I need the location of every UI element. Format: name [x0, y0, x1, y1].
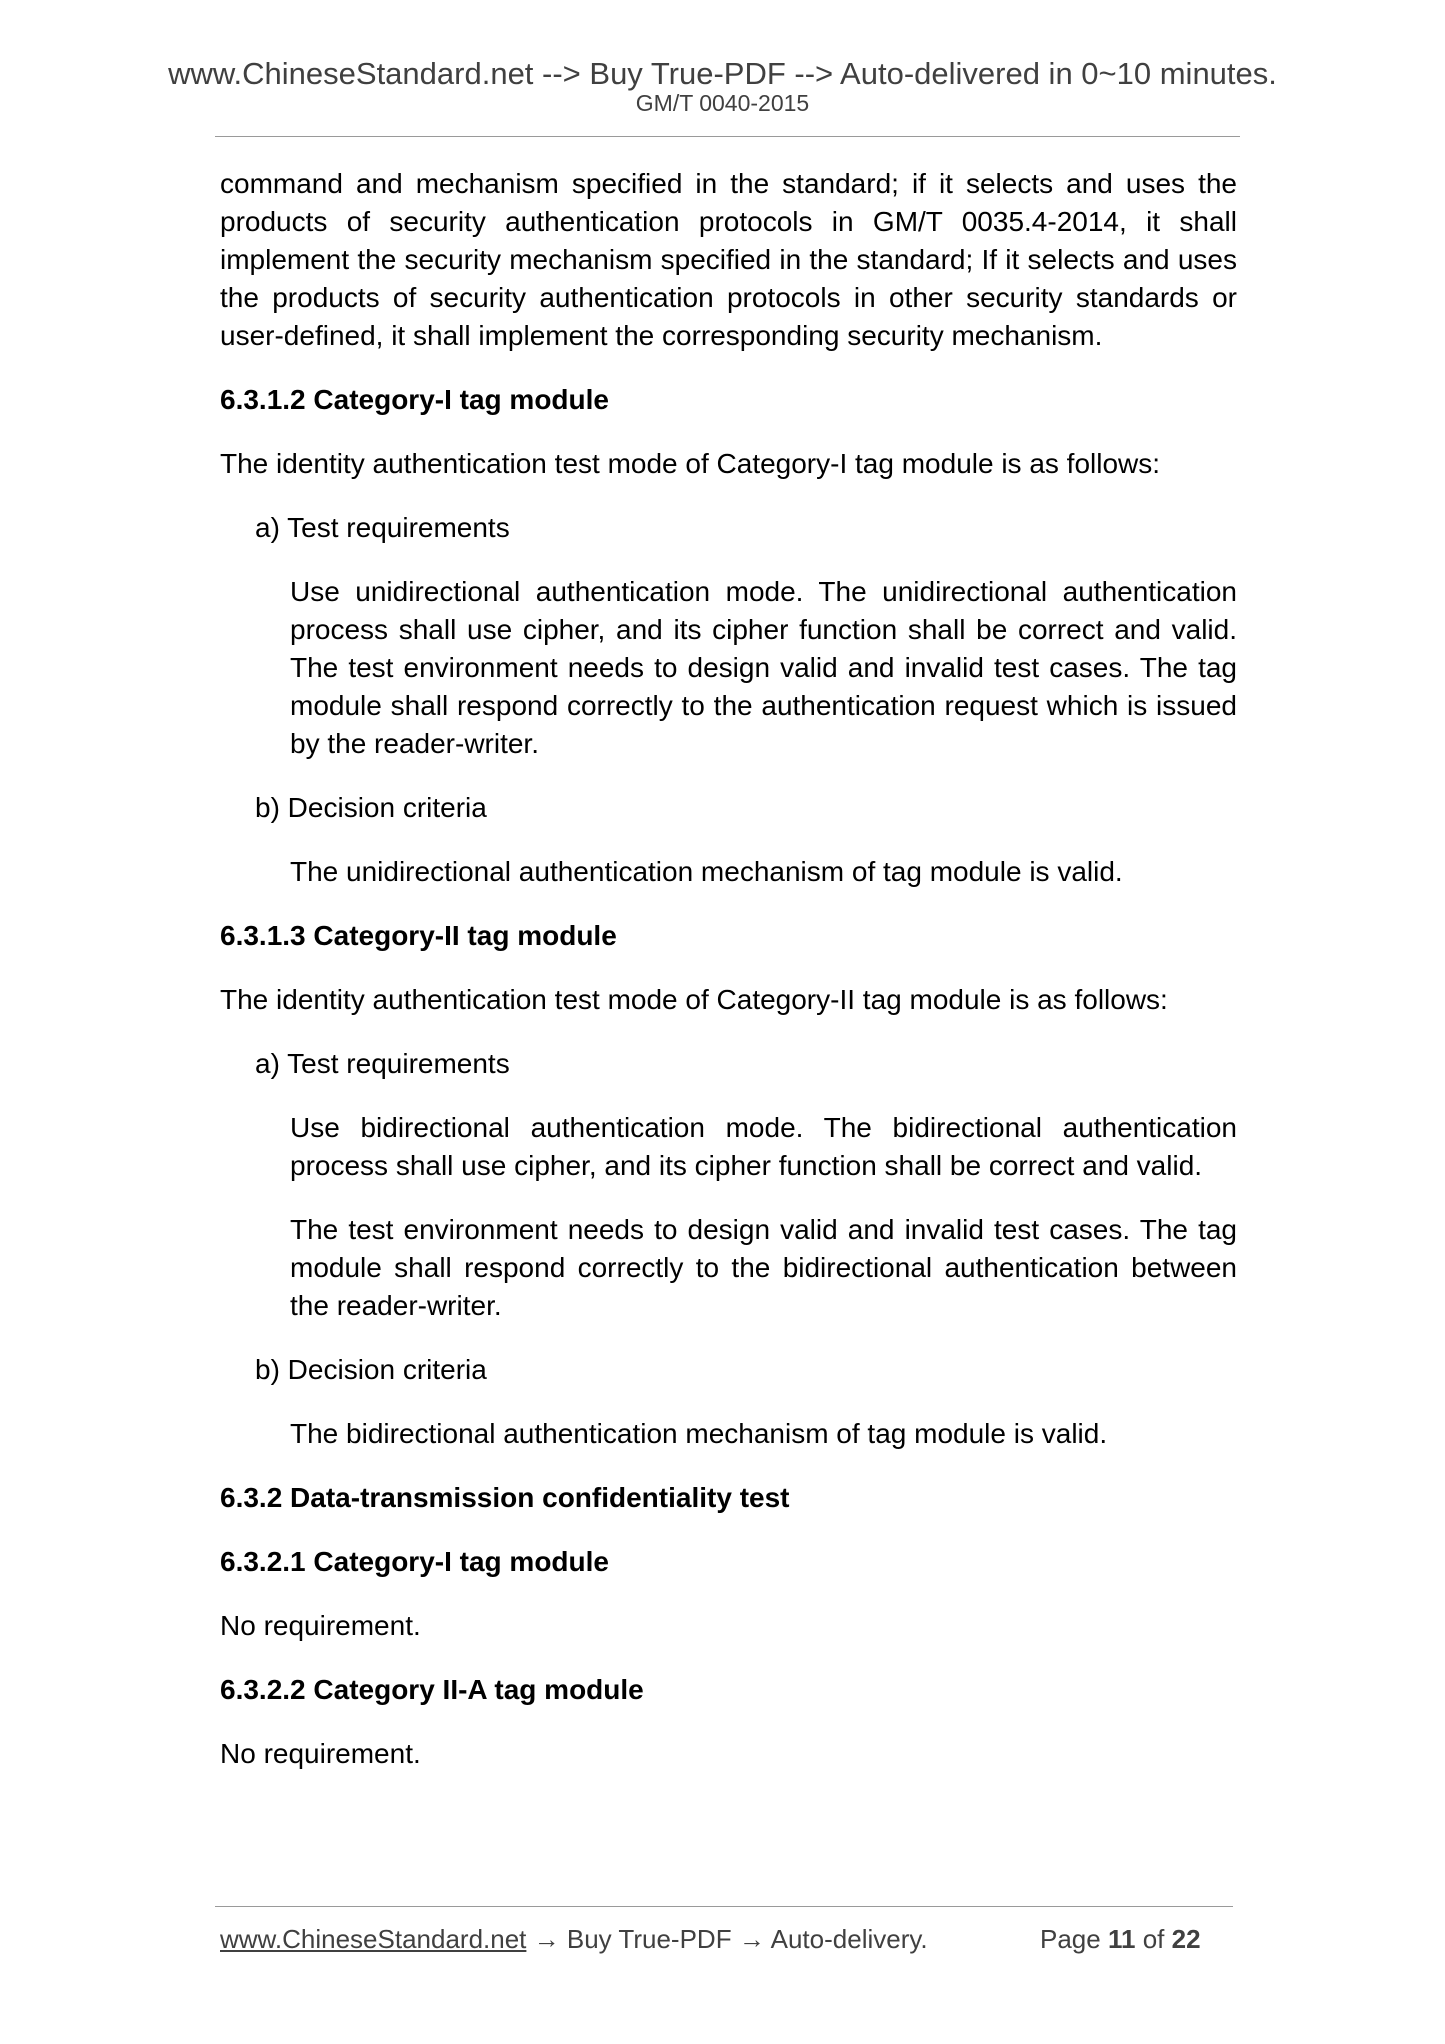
document-id: GM/T 0040-2015: [635, 90, 810, 116]
section-heading-6-3-1-3: 6.3.1.3 Category-II tag module: [220, 920, 617, 951]
decision-criteria-text: The unidirectional authentication mechanism of tag module is valid.: [290, 856, 1123, 887]
section-heading-6-3-1-2: 6.3.1.2 Category-I tag module: [220, 384, 609, 415]
section-intro-6-3-1-3: The identity authentication test mode of Category-II tag module is as follows:: [220, 984, 1168, 1015]
section-text-6-3-2-1: No requirement.: [220, 1610, 421, 1641]
header-divider: [215, 136, 1240, 137]
section-heading-6-3-2-2: 6.3.2.2 Category II-A tag module: [220, 1674, 644, 1705]
list-item-decision-criteria: b) Decision criteria: [255, 792, 487, 823]
test-requirements-text: Use bidirectional authentication mode. The bidirectional authentication process shall use cipher, and its cipher function shall be correct and valid.: [290, 1112, 1237, 1181]
list-item-decision-criteria: b) Decision criteria: [255, 1354, 487, 1385]
paragraph-continued: command and mechanism specified in the standard; if it selects and uses the products of security authentication protocols in GM/T 0035.4-2014, it shall implement the security mechanism specified in the standard; If it selects and uses the products of security authentication protocols in other security standards or user-defined, it shall implement the corresponding security mechanism.: [220, 168, 1237, 351]
delivery-text: Auto-delivery.: [770, 1924, 928, 1954]
list-item-test-requirements: a) Test requirements: [255, 512, 510, 543]
section-intro-6-3-1-2: The identity authentication test mode of Category-I tag module is as follows:: [220, 448, 1161, 479]
footer-divider: [215, 1906, 1233, 1907]
test-requirements-text: Use unidirectional authentication mode. The unidirectional authentication process shall use cipher, and its cipher function shall be correct and valid. The test environment needs to design valid and invalid test cases. The tag module shall respond correctly to the authentication request which is issued by the reader-writer.: [290, 576, 1237, 759]
list-item-test-requirements: a) Test requirements: [255, 1048, 510, 1079]
site-link[interactable]: www.ChineseStandard.net: [220, 1924, 527, 1954]
page-label: Page: [1040, 1924, 1101, 1954]
section-heading-6-3-2: 6.3.2 Data-transmission confidentiality test: [220, 1482, 790, 1513]
page-content: [220, 165, 1237, 1773]
current-page: 11: [1107, 1924, 1136, 1954]
of-label: of: [1142, 1924, 1165, 1954]
decision-criteria-text: The bidirectional authentication mechanism of tag module is valid.: [290, 1418, 1108, 1449]
footer-links: [220, 1924, 928, 1955]
arrow-right-icon: →: [533, 1924, 560, 1954]
test-requirements-text: The test environment needs to design valid and invalid test cases. The tag module shall respond correctly to the bidirectional authentication between the reader-writer.: [290, 1214, 1237, 1321]
arrow-right-icon: →: [738, 1924, 765, 1954]
buy-link[interactable]: Buy True-PDF: [566, 1924, 732, 1954]
section-text-6-3-2-2: No requirement.: [220, 1738, 421, 1769]
site-banner: www.ChineseStandard.net --> Buy True-PDF --> Auto-delivered in 0~10 minutes.: [168, 56, 1277, 91]
section-heading-6-3-2-1: 6.3.2.1 Category-I tag module: [220, 1546, 609, 1577]
page-number: [1040, 1924, 1201, 1955]
total-pages: 22: [1171, 1924, 1201, 1954]
